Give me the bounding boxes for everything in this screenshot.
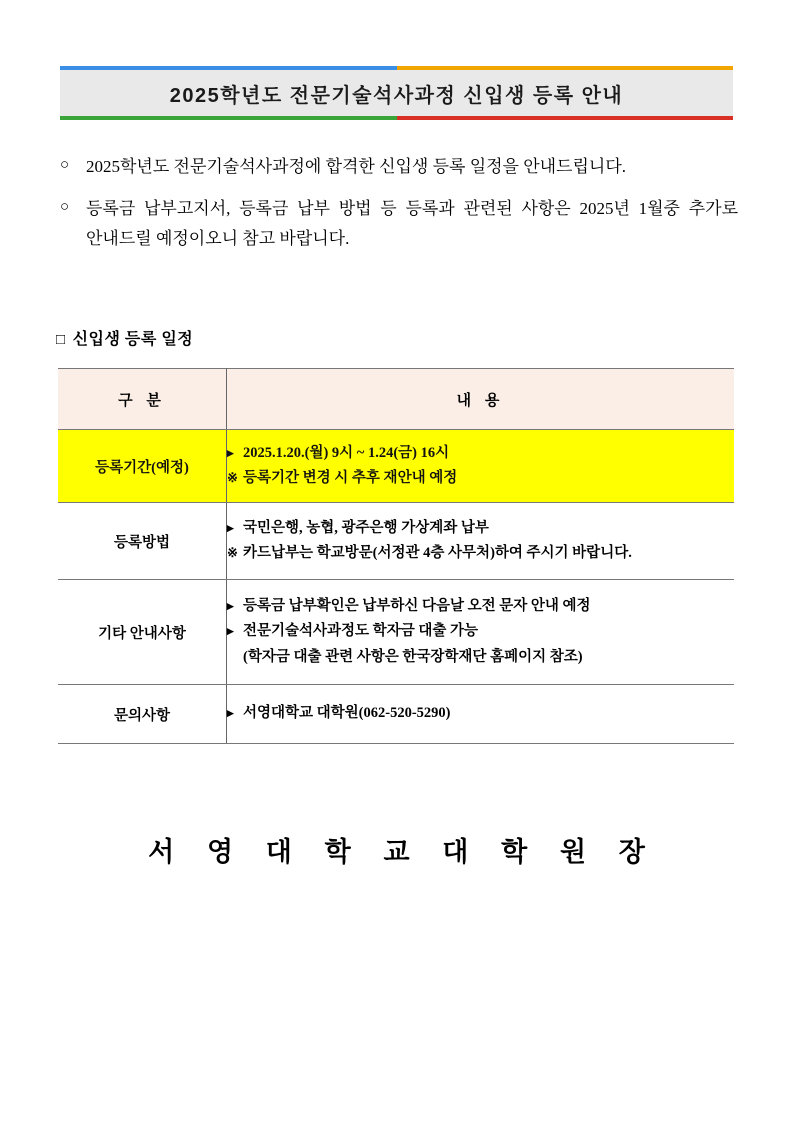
row-content [227, 685, 735, 744]
page-title: 2025학년도 전문기술석사과정 신입생 등록 안내 [169, 84, 624, 107]
arrow-marker-icon: ▸ [227, 444, 234, 460]
intro-item [60, 152, 738, 182]
content-line [227, 701, 734, 726]
intro-text: 등록금 납부고지서, 등록금 납부 방법 등 등록과 관련된 사항은 2025년 1월중 추가로 안내드릴 예정이오니 참고 바랍니다. [86, 198, 738, 248]
arrow-marker-icon: ▸ [227, 623, 234, 639]
content-line [227, 619, 734, 644]
column-header-category: 구 분 [58, 369, 227, 430]
content-line-text: 등록기간 변경 시 추후 재안내 예정 [243, 470, 458, 486]
title-bar [60, 70, 733, 116]
content-line [227, 645, 734, 670]
content-line [227, 466, 734, 491]
content-line-text: 2025.1.20.(월) 9시 ~ 1.24(금) 16시 [243, 444, 450, 461]
schedule-table-container [58, 368, 734, 744]
title-banner [60, 66, 733, 120]
arrow-marker-icon: ▸ [227, 597, 234, 613]
arrow-marker-icon: ▸ [227, 705, 234, 721]
row-content [227, 503, 735, 580]
banner-bottom-rule [60, 116, 733, 120]
banner-rule-bottom-right [397, 116, 734, 120]
column-header-content: 내 용 [227, 369, 735, 430]
intro-list [60, 152, 738, 265]
banner-rule-bottom-left [60, 116, 397, 120]
note-marker-icon: ※ [227, 545, 238, 560]
row-label: 등록기간(예정) [58, 430, 227, 503]
content-line [227, 516, 734, 541]
content-line [227, 541, 734, 566]
schedule-table [58, 368, 734, 744]
arrow-marker-icon: ▸ [227, 519, 234, 535]
content-line-text: (학자금 대출 관련 사항은 한국장학재단 홈페이지 참조) [243, 648, 583, 665]
intro-text: 2025학년도 전문기술석사과정에 합격한 신입생 등록 일정을 안내드립니다. [86, 157, 626, 176]
table-row [58, 580, 734, 685]
content-line-text: 카드납부는 학교방문(서정관 4층 사무처)하여 주시기 바랍니다. [243, 545, 632, 561]
signature-line: 서 영 대 학 교 대 학 원 장 [148, 837, 658, 867]
content-line-text: 등록금 납부확인은 납부하신 다음날 오전 문자 안내 예정 [243, 597, 591, 614]
table-row [58, 685, 734, 744]
row-label: 등록방법 [58, 503, 227, 580]
content-line-text: 국민은행, 농협, 광주은행 가상계좌 납부 [243, 519, 489, 536]
intro-item [60, 194, 738, 254]
row-label: 기타 안내사항 [58, 580, 227, 685]
row-label: 문의사항 [58, 685, 227, 744]
table-body [58, 430, 734, 744]
table-row [58, 430, 734, 503]
content-line-text: 전문기술석사과정도 학자금 대출 가능 [243, 623, 478, 640]
circle-marker-icon: ○ [60, 198, 70, 215]
table-row [58, 503, 734, 580]
content-line [227, 594, 734, 619]
note-marker-icon: ※ [227, 470, 238, 485]
content-line [227, 441, 734, 466]
content-line-text: 서영대학교 대학원(062-520-5290) [243, 705, 451, 722]
row-content [227, 580, 735, 685]
table-header-row [58, 369, 734, 430]
square-marker-icon: □ [56, 332, 66, 348]
section-heading-label: 신입생 등록 일정 [72, 331, 194, 348]
section-heading [56, 326, 193, 349]
circle-marker-icon: ○ [60, 157, 70, 173]
row-content [227, 430, 735, 503]
